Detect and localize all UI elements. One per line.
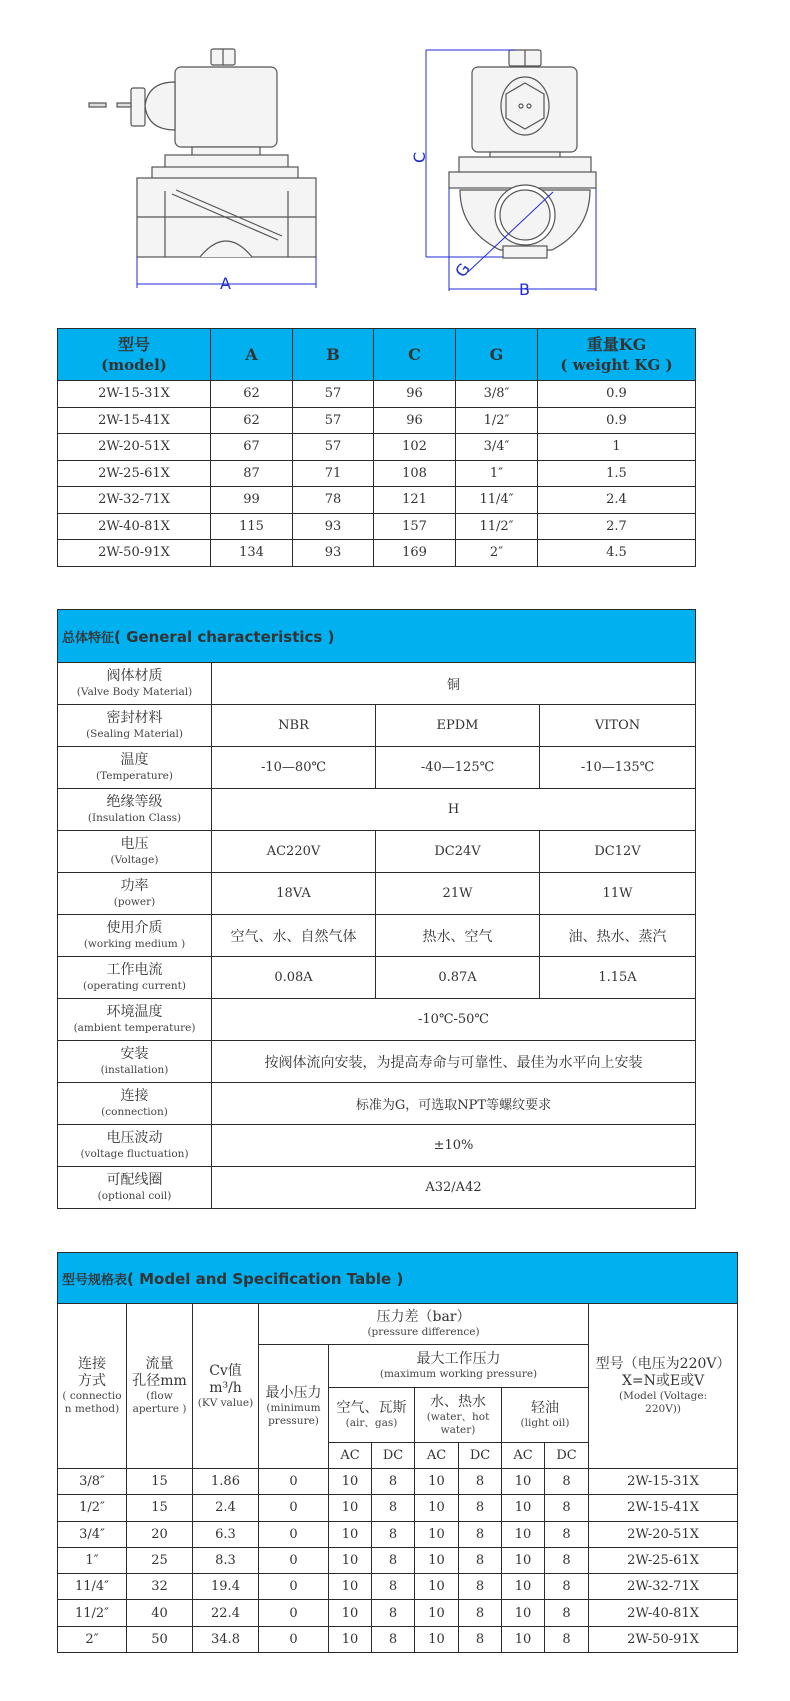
cell-cv: 1.86 <box>193 1469 259 1495</box>
cell-c: 121 <box>374 487 456 514</box>
cell-min: 0 <box>259 1495 329 1521</box>
cell-air-ac: 10 <box>329 1469 372 1495</box>
cell-a: 87 <box>211 460 293 487</box>
row-label: 绝缘等级 (Insulation Class) <box>58 789 212 831</box>
cell-flow: 25 <box>127 1547 193 1573</box>
valve-technical-drawing <box>0 0 790 300</box>
header-g: G <box>456 329 538 381</box>
cell-b: 57 <box>293 434 374 461</box>
cell-air-dc: 8 <box>372 1626 415 1652</box>
section-header-row <box>58 1253 738 1304</box>
header-model: 型号（电压为220V） X=N或E或V (Model (Voltage: 220V)) <box>589 1304 738 1469</box>
header-model: 型号 (model) <box>58 329 211 381</box>
cell-cv: 19.4 <box>193 1574 259 1600</box>
cell-model: 2W-15-41X <box>589 1495 738 1521</box>
cell-b: 93 <box>293 540 374 567</box>
header-a: A <box>211 329 293 381</box>
cell-air-dc: 8 <box>372 1495 415 1521</box>
table-row <box>58 513 696 540</box>
header-water: 水、热水 (water、hot water) <box>415 1388 502 1443</box>
cell-flow: 50 <box>127 1626 193 1652</box>
cell-oil-dc: 8 <box>545 1547 589 1573</box>
cell-a: 67 <box>211 434 293 461</box>
table-row <box>58 747 696 789</box>
row-label: 电压 (Voltage) <box>58 831 212 873</box>
cell-water-ac: 10 <box>415 1574 459 1600</box>
header-c: C <box>374 329 456 381</box>
cell-min: 0 <box>259 1547 329 1573</box>
table-row <box>58 1600 738 1626</box>
cell-g: 2″ <box>456 540 538 567</box>
row-label: 环境温度 (ambient temperature) <box>58 999 212 1041</box>
row-value: H <box>212 789 696 831</box>
cell-air-ac: 10 <box>329 1495 372 1521</box>
cell-cv: 2.4 <box>193 1495 259 1521</box>
cell-oil-ac: 10 <box>502 1495 545 1521</box>
table-row <box>58 705 696 747</box>
row-value: 0.08A <box>212 957 376 999</box>
table-row <box>58 1626 738 1652</box>
cell-cv: 6.3 <box>193 1521 259 1547</box>
row-label: 使用介质 (working medium ) <box>58 915 212 957</box>
cell-air-dc: 8 <box>372 1469 415 1495</box>
table-row <box>58 1167 696 1209</box>
row-value: AC220V <box>212 831 376 873</box>
cell-flow: 15 <box>127 1469 193 1495</box>
cell-model: 2W-40-81X <box>58 513 211 540</box>
cell-weight: 1 <box>538 434 696 461</box>
table-row <box>58 460 696 487</box>
table-row <box>58 663 696 705</box>
table-row <box>58 381 696 408</box>
table-row <box>58 540 696 567</box>
header-min-pressure: 最小压力 (minimum pressure) <box>259 1345 329 1469</box>
cell-cv: 8.3 <box>193 1547 259 1573</box>
header-water-ac: AC <box>415 1443 459 1469</box>
cell-oil-dc: 8 <box>545 1600 589 1626</box>
header-light-oil: 轻油 (light oil) <box>502 1388 589 1443</box>
row-label: 连接 (connection) <box>58 1083 212 1125</box>
row-value: 按阀体流向安装，为提高寿命与可靠性、最佳为水平向上安装 <box>212 1041 696 1083</box>
table-row <box>58 1547 738 1573</box>
cell-water-ac: 10 <box>415 1521 459 1547</box>
cell-air-ac: 10 <box>329 1600 372 1626</box>
cell-min: 0 <box>259 1574 329 1600</box>
row-value: 1.15A <box>540 957 696 999</box>
cell-connection: 2″ <box>58 1626 127 1652</box>
table-row <box>58 434 696 461</box>
dimensions-table <box>57 328 696 567</box>
cell-air-dc: 8 <box>372 1547 415 1573</box>
section-title: 型号规格表( Model and Specification Table ) <box>58 1253 738 1304</box>
cell-water-ac: 10 <box>415 1495 459 1521</box>
row-value: 21W <box>376 873 540 915</box>
table-row <box>58 999 696 1041</box>
cell-water-dc: 8 <box>459 1495 502 1521</box>
cell-model: 2W-15-31X <box>58 381 211 408</box>
cell-water-ac: 10 <box>415 1626 459 1652</box>
cell-g: 1″ <box>456 460 538 487</box>
header-air-gas: 空气、瓦斯 (air、gas) <box>329 1388 415 1443</box>
cell-oil-dc: 8 <box>545 1574 589 1600</box>
cell-model: 2W-32-71X <box>589 1574 738 1600</box>
cell-weight: 1.5 <box>538 460 696 487</box>
cell-b: 57 <box>293 407 374 434</box>
cell-water-dc: 8 <box>459 1547 502 1573</box>
header-air-dc: DC <box>372 1443 415 1469</box>
cell-water-dc: 8 <box>459 1469 502 1495</box>
table-header-row <box>58 329 696 381</box>
cell-water-ac: 10 <box>415 1547 459 1573</box>
row-value: A32/A42 <box>212 1167 696 1209</box>
row-value: 0.87A <box>376 957 540 999</box>
row-value: 18VA <box>212 873 376 915</box>
cell-model: 2W-20-51X <box>58 434 211 461</box>
section-title: 总体特征( General characteristics ) <box>58 610 696 663</box>
table-row <box>58 1469 738 1495</box>
cell-air-dc: 8 <box>372 1574 415 1600</box>
dimension-label-b: B <box>519 280 530 299</box>
table-row <box>58 873 696 915</box>
cell-air-ac: 10 <box>329 1626 372 1652</box>
cell-weight: 0.9 <box>538 381 696 408</box>
cell-connection: 1″ <box>58 1547 127 1573</box>
cell-min: 0 <box>259 1469 329 1495</box>
cell-model: 2W-32-71X <box>58 487 211 514</box>
row-value: EPDM <box>376 705 540 747</box>
cell-b: 93 <box>293 513 374 540</box>
cell-oil-ac: 10 <box>502 1547 545 1573</box>
header-water-dc: DC <box>459 1443 502 1469</box>
cell-c: 169 <box>374 540 456 567</box>
cell-g: 3/4″ <box>456 434 538 461</box>
cell-air-ac: 10 <box>329 1521 372 1547</box>
row-label: 阀体材质 (Valve Body Material) <box>58 663 212 705</box>
cell-a: 134 <box>211 540 293 567</box>
dimension-label-a: A <box>220 274 231 293</box>
cell-air-dc: 8 <box>372 1600 415 1626</box>
cell-c: 96 <box>374 407 456 434</box>
row-value: 11W <box>540 873 696 915</box>
header-connection: 连接 方式 ( connectio n method) <box>58 1304 127 1469</box>
cell-g: 11/4″ <box>456 487 538 514</box>
cell-connection: 3/4″ <box>58 1521 127 1547</box>
cell-oil-ac: 10 <box>502 1626 545 1652</box>
cell-water-ac: 10 <box>415 1600 459 1626</box>
cell-air-dc: 8 <box>372 1521 415 1547</box>
cell-oil-dc: 8 <box>545 1495 589 1521</box>
header-pressure-difference: 压力差（bar） (pressure difference) <box>259 1304 589 1345</box>
cell-model: 2W-25-61X <box>58 460 211 487</box>
header-max-pressure: 最大工作压力 (maximum working pressure) <box>329 1345 589 1388</box>
cell-connection: 11/2″ <box>58 1600 127 1626</box>
cell-min: 0 <box>259 1626 329 1652</box>
row-label: 密封材料 (Sealing Material) <box>58 705 212 747</box>
cell-model: 2W-15-41X <box>58 407 211 434</box>
cell-air-ac: 10 <box>329 1547 372 1573</box>
cell-a: 99 <box>211 487 293 514</box>
cell-oil-ac: 10 <box>502 1574 545 1600</box>
cell-model: 2W-15-31X <box>589 1469 738 1495</box>
cell-min: 0 <box>259 1600 329 1626</box>
cell-weight: 4.5 <box>538 540 696 567</box>
cell-b: 71 <box>293 460 374 487</box>
cell-g: 3/8″ <box>456 381 538 408</box>
cell-flow: 20 <box>127 1521 193 1547</box>
cell-weight: 0.9 <box>538 407 696 434</box>
cell-cv: 22.4 <box>193 1600 259 1626</box>
row-value: 标准为G，可选取NPT等螺纹要求 <box>212 1083 696 1125</box>
cell-flow: 32 <box>127 1574 193 1600</box>
table-row <box>58 915 696 957</box>
table-row <box>58 1574 738 1600</box>
row-label: 安装 (installation) <box>58 1041 212 1083</box>
cell-oil-ac: 10 <box>502 1600 545 1626</box>
row-value: -40—125℃ <box>376 747 540 789</box>
cell-b: 78 <box>293 487 374 514</box>
cell-water-dc: 8 <box>459 1626 502 1652</box>
table-row <box>58 1495 738 1521</box>
row-value: 热水、空气 <box>376 915 540 957</box>
front-view-drawing <box>449 50 596 258</box>
cell-oil-dc: 8 <box>545 1469 589 1495</box>
header-cv-value: Cv值 m³/h (KV value) <box>193 1304 259 1469</box>
dimension-label-c: C <box>410 151 429 163</box>
table-row <box>58 1125 696 1167</box>
table-row <box>58 831 696 873</box>
row-value: DC12V <box>540 831 696 873</box>
cell-oil-ac: 10 <box>502 1469 545 1495</box>
general-characteristics-table <box>57 609 696 1209</box>
cell-cv: 34.8 <box>193 1626 259 1652</box>
cell-a: 62 <box>211 407 293 434</box>
cell-c: 157 <box>374 513 456 540</box>
row-value: -10—80℃ <box>212 747 376 789</box>
cell-g: 1/2″ <box>456 407 538 434</box>
cell-oil-ac: 10 <box>502 1521 545 1547</box>
section-header-row <box>58 610 696 663</box>
cell-model: 2W-20-51X <box>589 1521 738 1547</box>
cell-water-dc: 8 <box>459 1521 502 1547</box>
cell-water-dc: 8 <box>459 1600 502 1626</box>
cell-model: 2W-40-81X <box>589 1600 738 1626</box>
table-row <box>58 789 696 831</box>
row-label: 工作电流 (operating current) <box>58 957 212 999</box>
cell-model: 2W-50-91X <box>589 1626 738 1652</box>
table-row <box>58 1521 738 1547</box>
model-specification-table <box>57 1252 738 1653</box>
cell-connection: 1/2″ <box>58 1495 127 1521</box>
header-oil-ac: AC <box>502 1443 545 1469</box>
table-row <box>58 487 696 514</box>
row-label: 功率 (power) <box>58 873 212 915</box>
cell-water-ac: 10 <box>415 1469 459 1495</box>
cell-water-dc: 8 <box>459 1574 502 1600</box>
table-row <box>58 1083 696 1125</box>
row-value: NBR <box>212 705 376 747</box>
cell-weight: 2.4 <box>538 487 696 514</box>
cell-b: 57 <box>293 381 374 408</box>
row-value: 铜 <box>212 663 696 705</box>
row-value: -10—135℃ <box>540 747 696 789</box>
header-air-ac: AC <box>329 1443 372 1469</box>
table-row <box>58 957 696 999</box>
cell-oil-dc: 8 <box>545 1521 589 1547</box>
row-label: 温度 (Temperature) <box>58 747 212 789</box>
cell-min: 0 <box>259 1521 329 1547</box>
cell-model: 2W-50-91X <box>58 540 211 567</box>
cell-connection: 11/4″ <box>58 1574 127 1600</box>
header-b: B <box>293 329 374 381</box>
cell-flow: 15 <box>127 1495 193 1521</box>
row-value: 空气、水、自然气体 <box>212 915 376 957</box>
side-view-drawing <box>89 49 316 257</box>
row-value: DC24V <box>376 831 540 873</box>
row-label: 电压波动 (voltage fluctuation) <box>58 1125 212 1167</box>
cell-connection: 3/8″ <box>58 1469 127 1495</box>
row-label: 可配线圈 (optional coil) <box>58 1167 212 1209</box>
cell-air-ac: 10 <box>329 1574 372 1600</box>
cell-model: 2W-25-61X <box>589 1547 738 1573</box>
header-row-1 <box>58 1304 738 1345</box>
cell-c: 96 <box>374 381 456 408</box>
row-value: -10℃-50℃ <box>212 999 696 1041</box>
cell-c: 102 <box>374 434 456 461</box>
header-flow-aperture: 流量 孔径mm (flow aperture ) <box>127 1304 193 1469</box>
row-value: VITON <box>540 705 696 747</box>
cell-flow: 40 <box>127 1600 193 1626</box>
table-row <box>58 1041 696 1083</box>
cell-a: 62 <box>211 381 293 408</box>
cell-oil-dc: 8 <box>545 1626 589 1652</box>
cell-c: 108 <box>374 460 456 487</box>
row-value: ±10% <box>212 1125 696 1167</box>
cell-weight: 2.7 <box>538 513 696 540</box>
header-weight: 重量KG ( weight KG ) <box>538 329 696 381</box>
row-value: 油、热水、蒸汽 <box>540 915 696 957</box>
table-row <box>58 407 696 434</box>
cell-a: 115 <box>211 513 293 540</box>
cell-g: 11/2″ <box>456 513 538 540</box>
header-oil-dc: DC <box>545 1443 589 1469</box>
dimension-label-g: G <box>451 259 474 281</box>
